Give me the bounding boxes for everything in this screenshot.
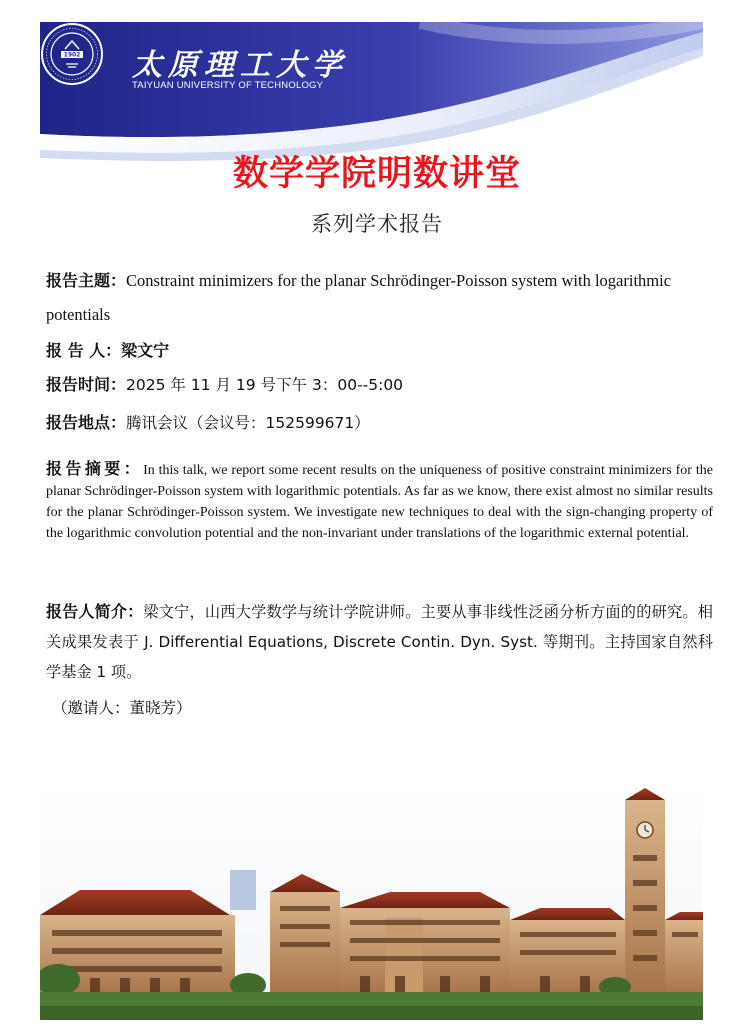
speaker-bio-text: 梁文宁，山西大学数学与统计学院讲师。主要从事非线性泛函分析方面的的研究。相关成果发表于 J. Differential Equations, Discrete Contin. Dyn. Syst. 等期刊。主持国家自然科学基金 1 项。 [46,603,713,681]
report-time-label: 报告时间： [46,375,127,394]
report-abstract-text: In this talk, we report some recent results on the uniqueness of positive constraint minimizers for the planar Schrödinger-Poisson system with logarithmic potentials. As far as we know, there exist almost no similar results for the planar Schrödinger-Poisson system. We investigate new techniques to deal with the sign-changing property of the logarithmic convolution potential and the non-invariant under translations of the logarithmic external potential. [46,463,713,541]
page-title: 数学学院明数讲堂 [232,153,521,194]
report-time [46,372,716,395]
report-time-value: 2025 年 11 月 19 号下午 3：00--5:00 [126,376,404,394]
report-place-label: 报告地点： [46,413,127,432]
seal-year: 1902 [63,51,81,59]
report-abstract-label: 报告摘要： [46,459,144,478]
inviter-note: （邀请人：董晓芳） [52,699,192,717]
report-place-value: 腾讯会议（会议号：152599671） [126,414,370,432]
report-speaker-label: 报 告 人： [46,341,122,360]
university-name-cn: 太原理工大学 [132,48,348,83]
report-topic-value: Constraint minimizers for the planar Schrödinger-Poisson system with logarithmic potentials [46,271,672,324]
report-topic [46,264,716,332]
speaker-bio [46,597,713,687]
report-speaker [46,338,716,361]
report-topic-label: 报告主题： [46,271,127,290]
university-seal-logo [40,22,104,86]
university-name-en: TAIYUAN UNIVERSITY OF TECHNOLOGY [132,80,324,91]
campus-building-illustration [40,780,703,1020]
speaker-bio-label: 报告人简介： [46,602,144,621]
report-place [46,410,716,433]
report-abstract [46,458,713,544]
page-subtitle: 系列学术报告 [311,212,443,236]
report-speaker-value: 梁文宁 [121,341,170,360]
